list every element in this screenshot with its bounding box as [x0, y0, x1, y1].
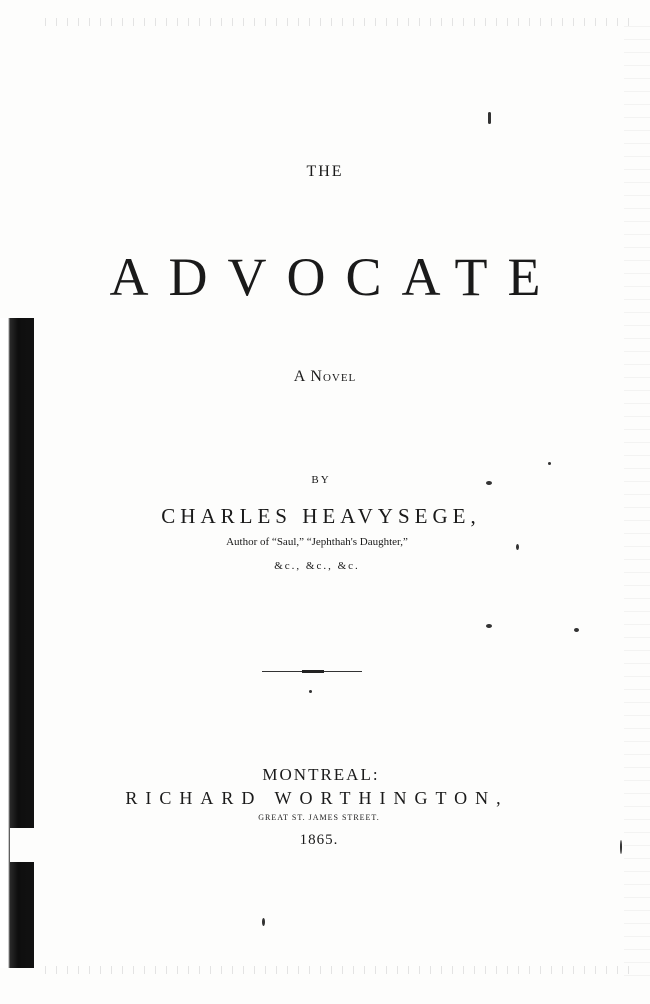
publication-year: 1865.	[299, 832, 339, 848]
ink-speck	[574, 628, 579, 632]
binding-edge	[0, 318, 34, 968]
book-title: ADVOCATE	[109, 247, 561, 307]
ink-speck	[488, 112, 491, 124]
publisher-address: GREAT ST. JAMES STREET.	[258, 813, 380, 822]
title-article: THE	[306, 163, 344, 180]
by-line: BY	[311, 474, 331, 486]
publication-place: MONTREAL:	[262, 765, 380, 784]
ink-speck	[620, 840, 622, 854]
page-edge-bottom	[40, 966, 630, 974]
ink-speck	[486, 624, 492, 628]
author-credits: Author of “Saul,” “Jephthah's Daughter,”	[226, 536, 408, 548]
ink-speck	[548, 462, 551, 465]
publisher-name: RICHARD WORTHINGTON,	[125, 788, 509, 808]
ornamental-rule	[262, 671, 362, 672]
ink-speck	[486, 481, 492, 485]
ink-speck	[262, 918, 265, 926]
ink-speck	[309, 690, 312, 693]
ink-speck	[516, 544, 519, 550]
book-subtitle: A Novel	[293, 368, 357, 385]
page-edge-top	[40, 18, 630, 26]
credits-etc: &c., &c., &c.	[274, 560, 360, 572]
author-name: CHARLES HEAVYSEGE,	[161, 504, 481, 528]
